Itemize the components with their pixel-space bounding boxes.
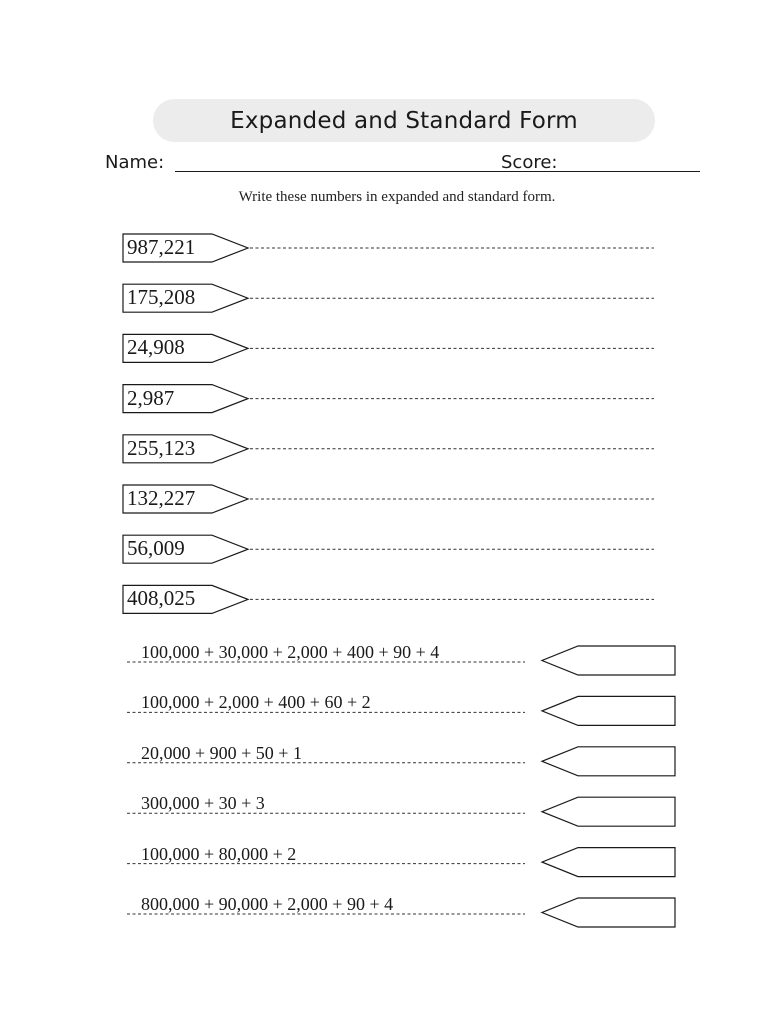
standard-number: 2,987 bbox=[127, 385, 175, 410]
standard-form-answer-box[interactable] bbox=[542, 797, 675, 826]
expanded-form-expression: 100,000 + 30,000 + 2,000 + 400 + 90 + 4 bbox=[141, 642, 440, 662]
expanded-form-expression: 300,000 + 30 + 3 bbox=[141, 793, 265, 814]
standard-form-answer-box[interactable] bbox=[542, 898, 675, 927]
name-label: Name: bbox=[105, 152, 165, 173]
standard-number: 175,208 bbox=[127, 285, 196, 310]
expanded-form-expression: 100,000 + 2,000 + 400 + 60 + 2 bbox=[141, 692, 371, 713]
instruction-text: Write these numbers in expanded and standard form. bbox=[238, 189, 556, 205]
standard-number: 24,908 bbox=[127, 335, 185, 360]
expanded-form-expression: 100,000 + 80,000 + 2 bbox=[141, 843, 297, 864]
standard-form-answer-box[interactable] bbox=[542, 747, 675, 776]
expanded-form-expression: 800,000 + 90,000 + 2,000 + 90 + 4 bbox=[141, 894, 394, 914]
standard-form-answer-box[interactable] bbox=[542, 848, 675, 877]
standard-number: 132,227 bbox=[127, 486, 196, 510]
page-title: Expanded and Standard Form bbox=[230, 107, 578, 134]
score-label: Score: bbox=[501, 152, 558, 173]
expanded-form-expression: 20,000 + 900 + 50 + 1 bbox=[141, 742, 302, 763]
standard-number: 255,123 bbox=[127, 435, 196, 460]
standard-number: 987,221 bbox=[127, 235, 196, 259]
standard-form-answer-box[interactable] bbox=[542, 696, 675, 725]
standard-number: 408,025 bbox=[127, 586, 196, 611]
standard-number: 56,009 bbox=[127, 536, 185, 561]
standard-form-answer-box[interactable] bbox=[542, 646, 675, 675]
